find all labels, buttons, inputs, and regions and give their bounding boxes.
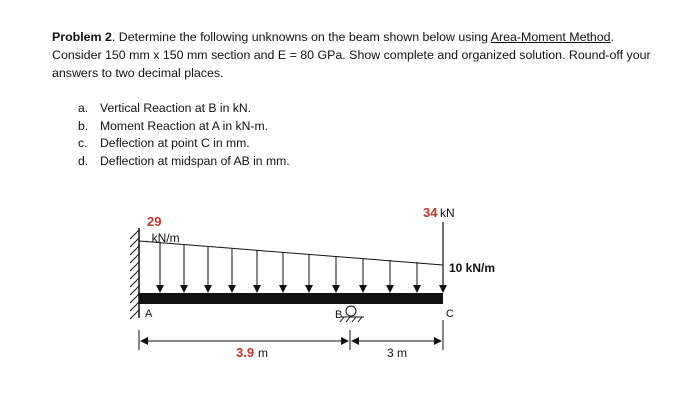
list-item-text: Moment Reaction at A in kN-m. <box>100 118 268 133</box>
problem-label: Problem 2 <box>52 30 112 44</box>
dim-ab-value: 3.9 <box>236 345 255 360</box>
list-marker: c. <box>78 136 88 150</box>
point-load-unit: kN <box>440 206 455 220</box>
method-name: Area-Moment Method <box>490 30 611 44</box>
problem-text-2: . Consider 150 mm x 150 mm section and E = 80 GPa. Show complete and organized solution. Round-off your answers to two decimal places. <box>52 30 651 80</box>
list-marker: d. <box>78 153 89 168</box>
list-marker: b. <box>78 118 89 133</box>
label-b: B <box>335 309 343 321</box>
dim-ab-unit: m <box>258 346 268 360</box>
point-load-value: 34 <box>423 205 438 220</box>
load-left-unit: . kN/m <box>145 231 180 245</box>
dim-bc: 3 m <box>387 346 408 360</box>
load-left-value: 29 <box>147 214 162 229</box>
fixed-support <box>130 228 139 319</box>
list-item-text: Deflection at midspan of AB in mm. <box>100 153 290 168</box>
beam <box>139 293 443 304</box>
load-profile-line <box>139 241 443 265</box>
load-right-label: 10 kN/m <box>449 261 496 275</box>
list-item-text: Vertical Reaction at B in kN. <box>100 101 252 115</box>
label-a: A <box>145 308 153 320</box>
list-marker: a. <box>78 101 89 115</box>
problem-text-1: . Determine the following unknowns on the beam shown below using <box>111 30 491 44</box>
distributed-load-arrows <box>160 243 417 292</box>
list-item-text: Deflection at point C in mm. <box>100 136 250 150</box>
label-c: C <box>446 308 454 320</box>
support-b <box>340 306 364 322</box>
